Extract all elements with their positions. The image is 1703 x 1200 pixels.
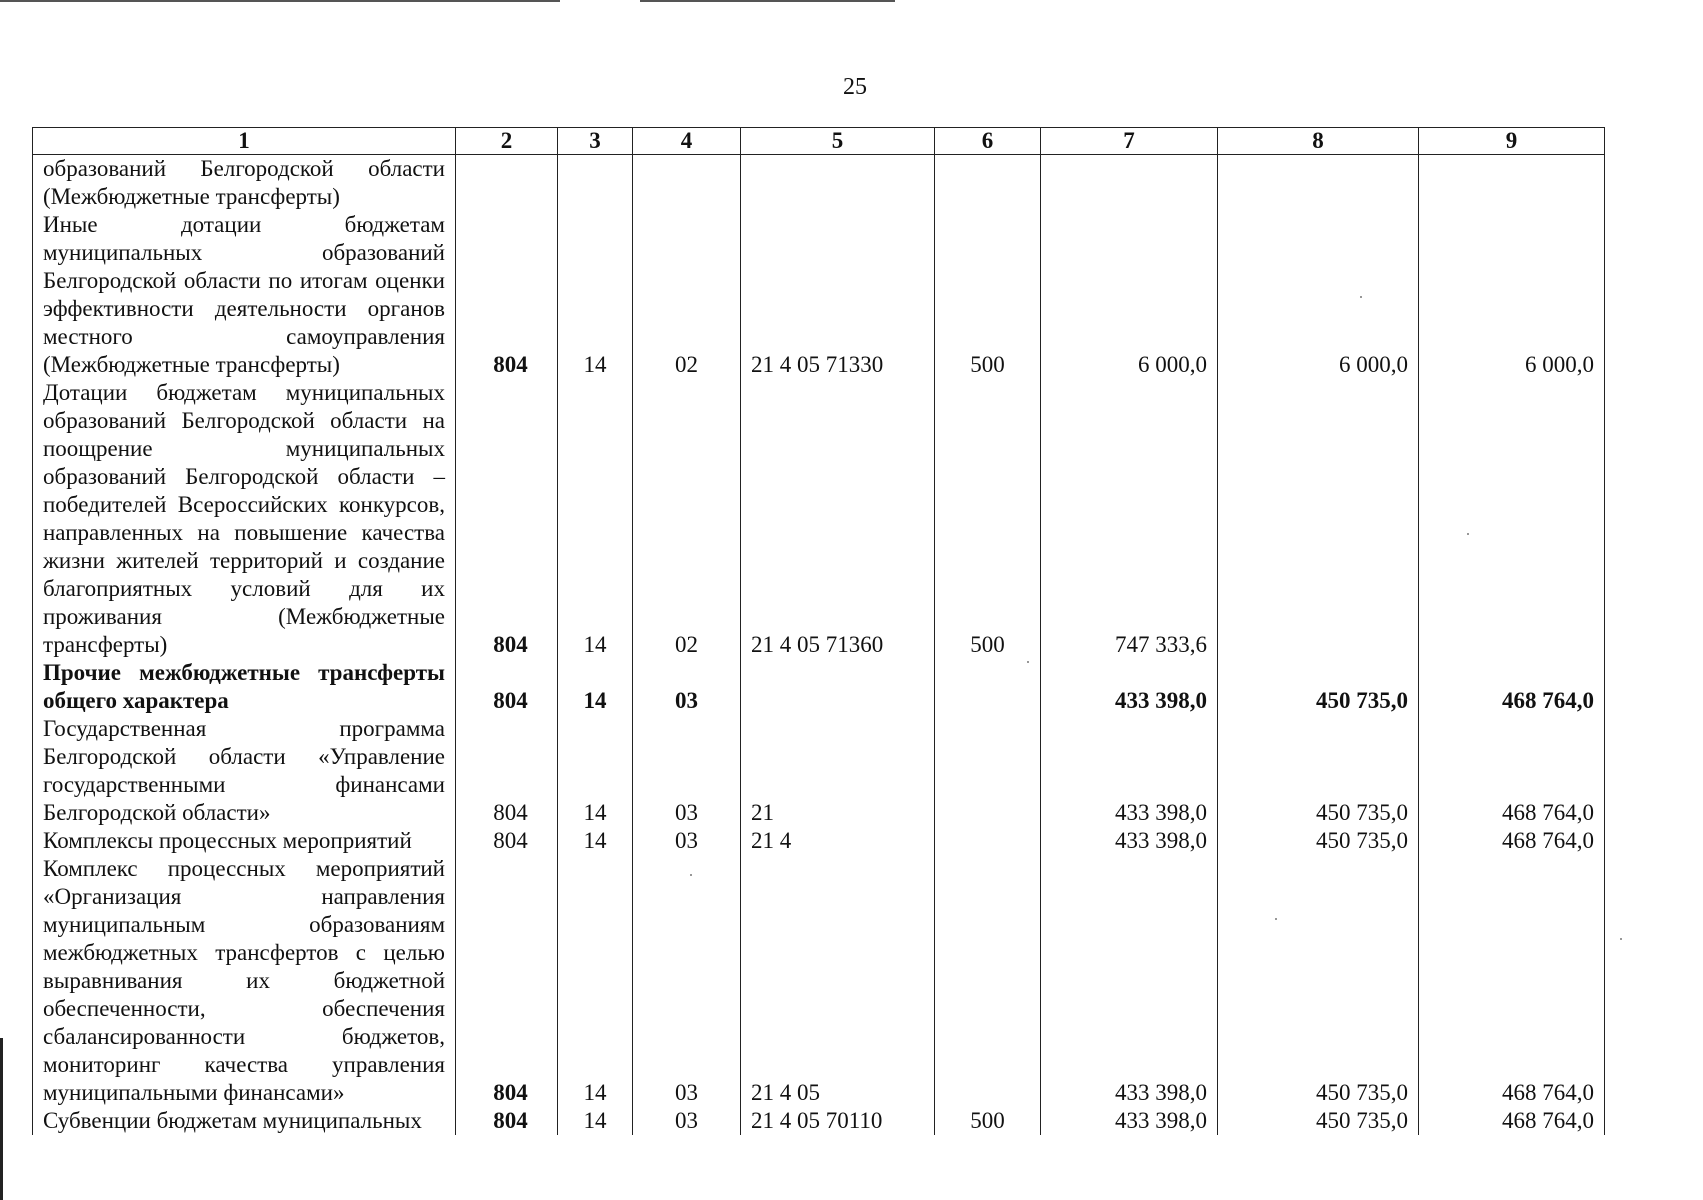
cell-amount-col7: 6 000,0 <box>1041 211 1218 379</box>
table-row <box>33 1107 1605 1135</box>
cell-amount-col8: 450 735,0 <box>1218 827 1419 855</box>
page-number: 25 <box>843 74 867 100</box>
cell-target-article <box>741 155 935 212</box>
header-row <box>33 128 1605 155</box>
cell-target-article <box>741 659 935 715</box>
cell-amount-col9: 468 764,0 <box>1419 1107 1605 1135</box>
cell-section: 14 <box>558 379 633 659</box>
cell-section: 14 <box>558 659 633 715</box>
scan-left-edge <box>0 1038 3 1200</box>
cell-expense-type <box>935 855 1041 1107</box>
cell-amount-col9: 6 000,0 <box>1419 211 1605 379</box>
cell-amount-col8: 450 735,0 <box>1218 715 1419 827</box>
cell-section <box>558 155 633 212</box>
table-row <box>33 715 1605 827</box>
cell-expense-type <box>935 659 1041 715</box>
cell-amount-col9: 468 764,0 <box>1419 715 1605 827</box>
cell-amount-col9: 468 764,0 <box>1419 659 1605 715</box>
cell-amount-col8 <box>1218 155 1419 212</box>
cell-ministry-code: 804 <box>456 659 558 715</box>
column-header: 7 <box>1041 128 1218 155</box>
cell-expense-type <box>935 827 1041 855</box>
cell-target-article: 21 4 05 71330 <box>741 211 935 379</box>
cell-expense-type: 500 <box>935 211 1041 379</box>
cell-section: 14 <box>558 1107 633 1135</box>
cell-ministry-code: 804 <box>456 855 558 1107</box>
row-name: Комплексы процессных мероприятий <box>33 827 456 855</box>
scan-speck <box>690 874 692 876</box>
cell-section: 14 <box>558 715 633 827</box>
table-row <box>33 379 1605 659</box>
row-name: Иные дотации бюджетам муниципальных образований Белгородской области по итогам оценки эффективности деятельности органов местного самоуправления (Межбюджетные трансферты) <box>33 211 456 379</box>
cell-amount-col7: 433 398,0 <box>1041 715 1218 827</box>
column-header: 5 <box>741 128 935 155</box>
cell-subsection: 03 <box>633 855 741 1107</box>
cell-ministry-code: 804 <box>456 211 558 379</box>
table-row <box>33 659 1605 715</box>
cell-amount-col7: 433 398,0 <box>1041 827 1218 855</box>
column-header: 8 <box>1218 128 1419 155</box>
cell-ministry-code: 804 <box>456 827 558 855</box>
cell-subsection: 03 <box>633 827 741 855</box>
cell-subsection: 03 <box>633 1107 741 1135</box>
cell-ministry-code: 804 <box>456 1107 558 1135</box>
cell-amount-col8 <box>1218 379 1419 659</box>
scan-speck <box>1620 938 1622 940</box>
cell-subsection: 03 <box>633 659 741 715</box>
table-row <box>33 855 1605 1107</box>
cell-ministry-code <box>456 155 558 212</box>
scan-speck <box>1275 918 1277 920</box>
cell-expense-type <box>935 715 1041 827</box>
cell-amount-col7: 747 333,6 <box>1041 379 1218 659</box>
cell-section: 14 <box>558 855 633 1107</box>
row-name: Субвенции бюджетам муниципальных <box>33 1107 456 1135</box>
cell-section: 14 <box>558 827 633 855</box>
cell-subsection: 02 <box>633 379 741 659</box>
cell-amount-col9 <box>1419 379 1605 659</box>
cell-subsection <box>633 155 741 212</box>
cell-amount-col7 <box>1041 155 1218 212</box>
cell-amount-col7: 433 398,0 <box>1041 855 1218 1107</box>
cell-expense-type: 500 <box>935 1107 1041 1135</box>
cell-target-article: 21 4 <box>741 827 935 855</box>
row-name: Комплекс процессных мероприятий «Организация направления муниципальным образованиям межбюджетных трансфертов с целью выравнивания их бюджетной обеспеченности, обеспечения сбалансированности бюджетов, мониторинг качества управления муниципальными финансами» <box>33 855 456 1107</box>
column-header: 3 <box>558 128 633 155</box>
cell-amount-col8: 450 735,0 <box>1218 855 1419 1107</box>
column-header: 2 <box>456 128 558 155</box>
cell-target-article: 21 4 05 70110 <box>741 1107 935 1135</box>
scan-speck <box>1360 296 1362 298</box>
cell-amount-col8: 6 000,0 <box>1218 211 1419 379</box>
cell-subsection: 02 <box>633 211 741 379</box>
cell-target-article: 21 4 05 71360 <box>741 379 935 659</box>
cell-amount-col8: 450 735,0 <box>1218 659 1419 715</box>
cell-amount-col9: 468 764,0 <box>1419 827 1605 855</box>
cell-expense-type: 500 <box>935 379 1041 659</box>
column-header: 4 <box>633 128 741 155</box>
table-row <box>33 827 1605 855</box>
row-name: образований Белгородской области (Межбюджетные трансферты) <box>33 155 456 212</box>
column-header: 9 <box>1419 128 1605 155</box>
cell-amount-col9 <box>1419 155 1605 212</box>
column-header: 6 <box>935 128 1041 155</box>
cell-amount-col7: 433 398,0 <box>1041 1107 1218 1135</box>
scan-speck <box>1027 661 1029 663</box>
row-name: Государственная программа Белгородской области «Управление государственными финансами Белгородской области» <box>33 715 456 827</box>
cell-ministry-code: 804 <box>456 715 558 827</box>
cell-amount-col9: 468 764,0 <box>1419 855 1605 1107</box>
row-name: Дотации бюджетам муниципальных образований Белгородской области на поощрение муниципальных образований Белгородской области – победителей Всероссийских конкурсов, направленных на повышение качества жизни жителей территорий и создание благоприятных условий для их проживания (Межбюджетные трансферты) <box>33 379 456 659</box>
cell-subsection: 03 <box>633 715 741 827</box>
cell-target-article: 21 4 05 <box>741 855 935 1107</box>
budget-table <box>32 127 1605 1135</box>
scan-speck <box>1467 533 1469 535</box>
cell-amount-col7: 433 398,0 <box>1041 659 1218 715</box>
cell-target-article: 21 <box>741 715 935 827</box>
cell-section: 14 <box>558 211 633 379</box>
column-header: 1 <box>33 128 456 155</box>
cell-expense-type <box>935 155 1041 212</box>
top-rule-right <box>640 0 895 2</box>
table-row <box>33 211 1605 379</box>
row-name: Прочие межбюджетные трансферты общего характера <box>33 659 456 715</box>
cell-ministry-code: 804 <box>456 379 558 659</box>
cell-amount-col8: 450 735,0 <box>1218 1107 1419 1135</box>
top-rule-left <box>0 0 560 2</box>
table-row <box>33 155 1605 212</box>
